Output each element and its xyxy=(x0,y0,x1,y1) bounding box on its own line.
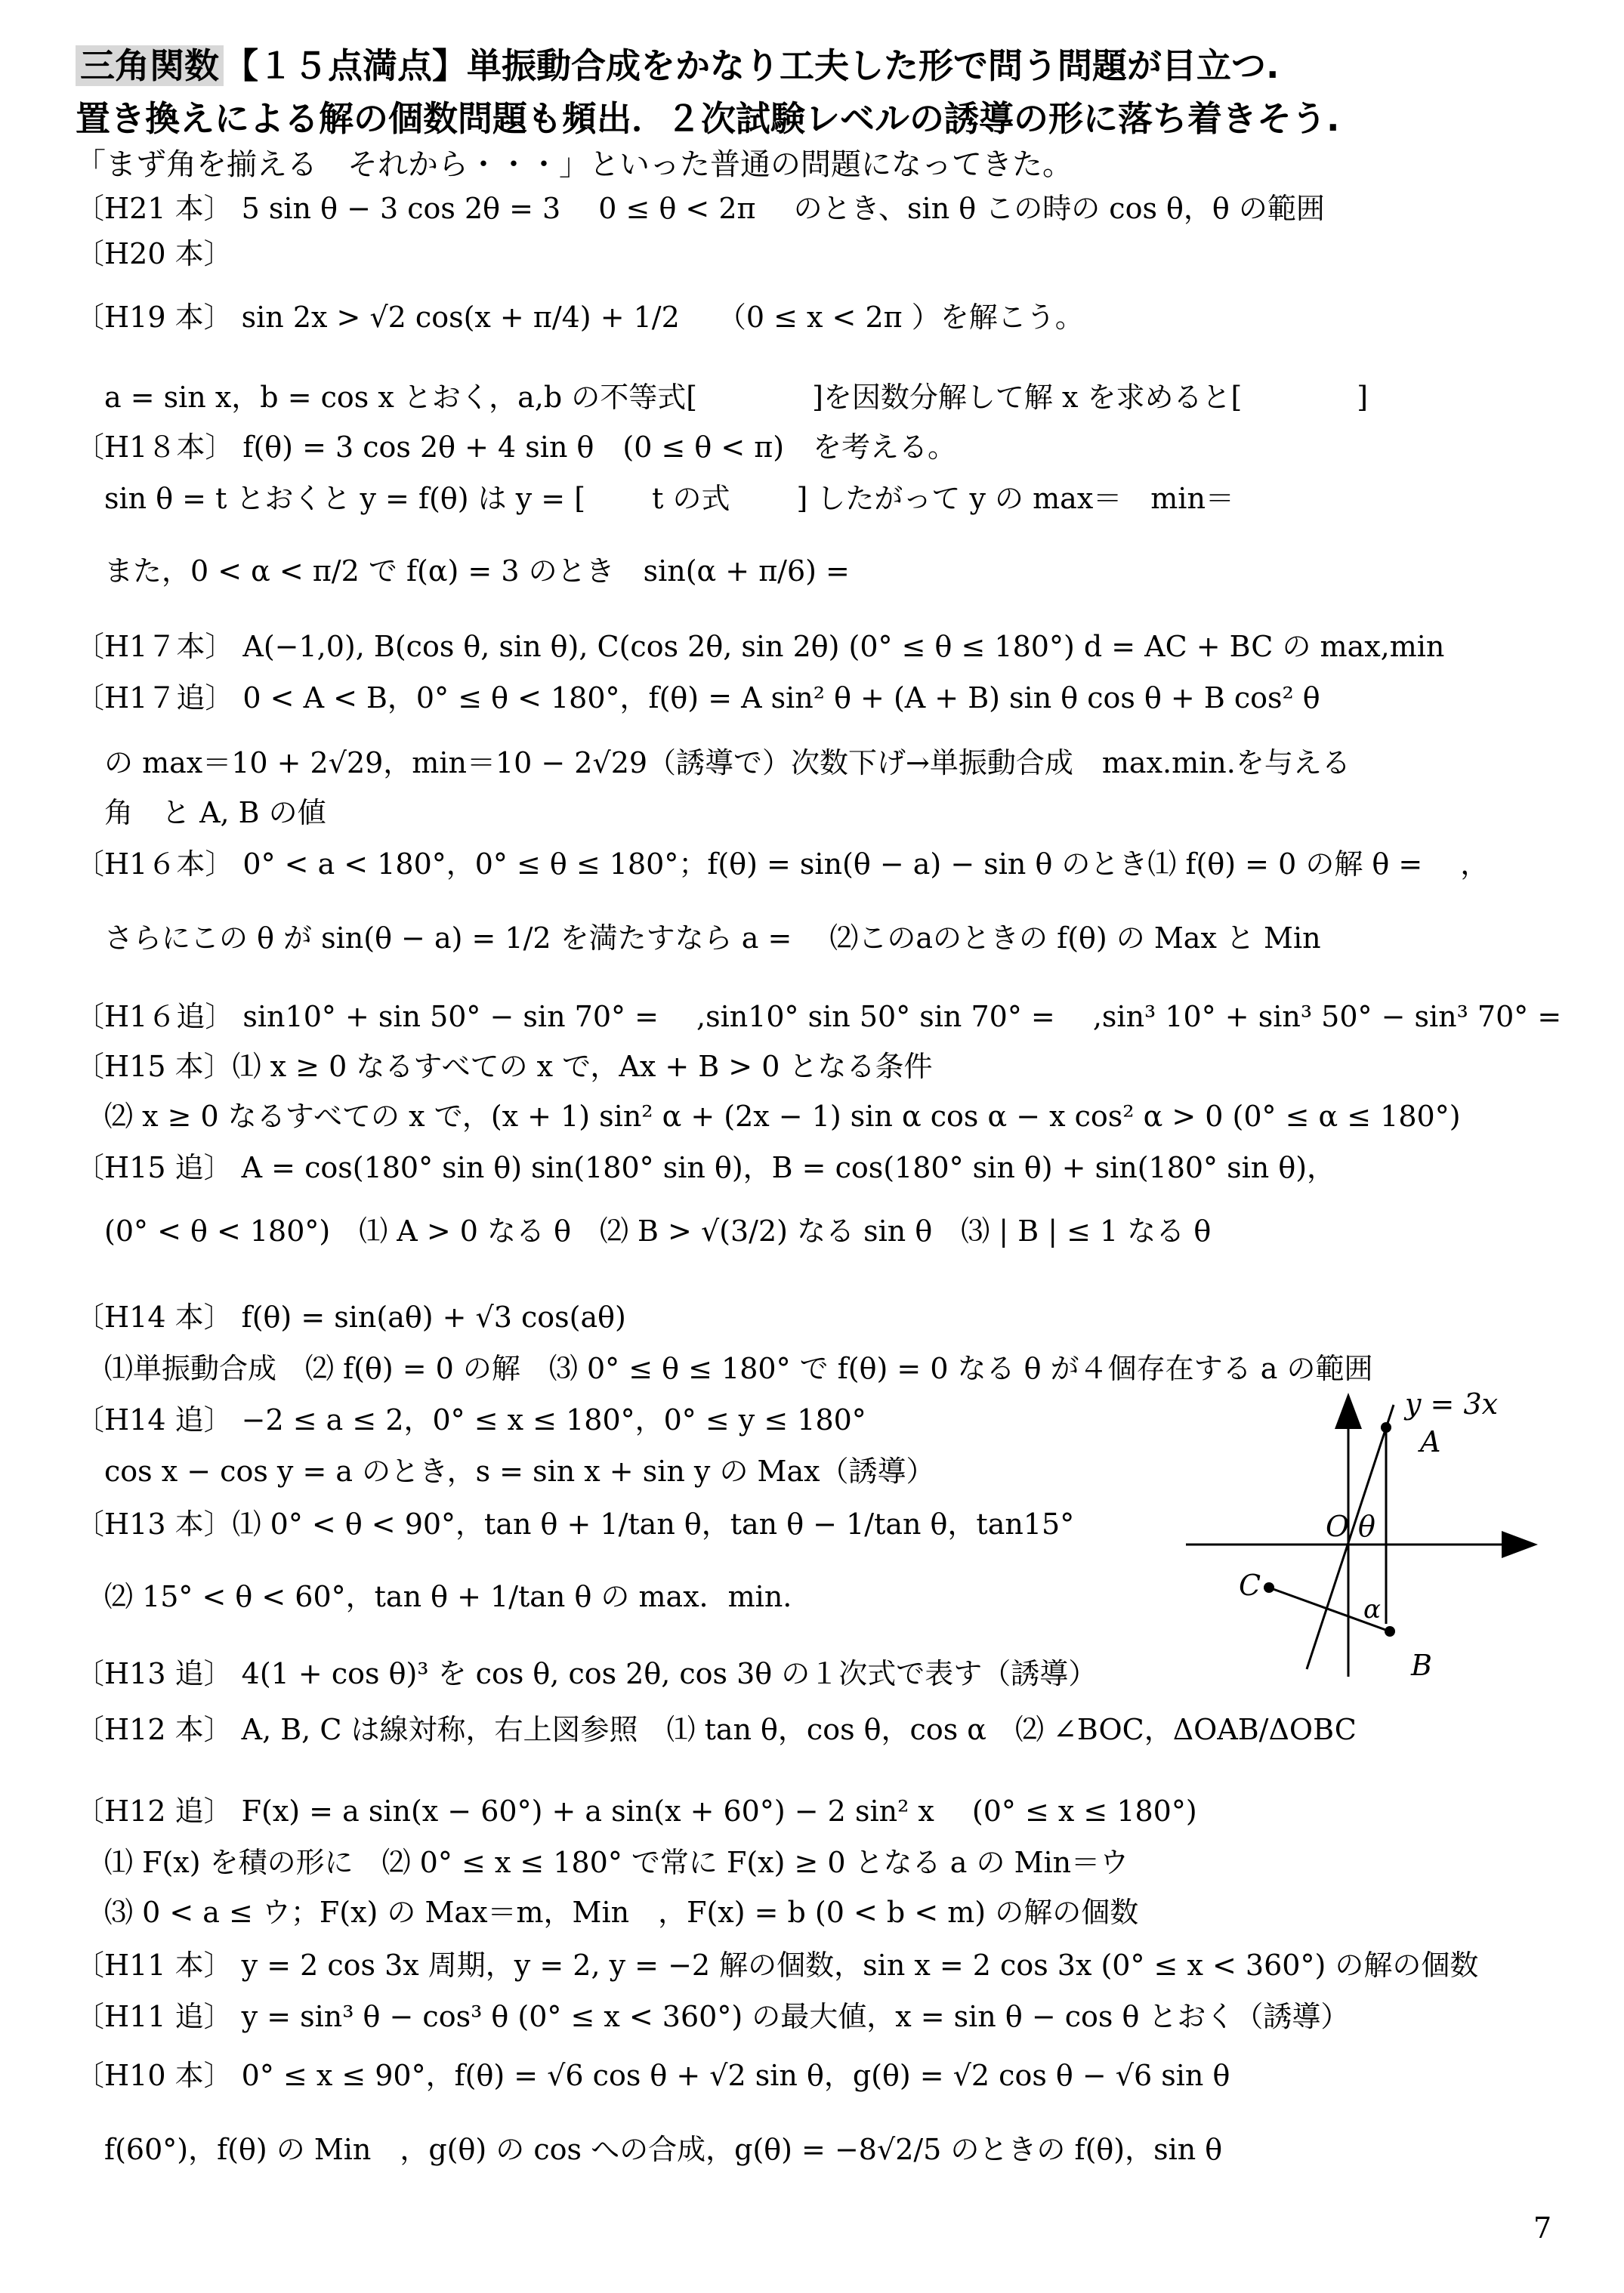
problem-h16-main: 〔H1６本〕 0° < a < 180°，0° ≤ θ ≤ 180°；f(θ) = sin(θ − a) − sin θ のとき⑴ f(θ) = 0 の解 θ = ， xyxy=(76,847,1490,881)
problem-h20-main: 〔H20 本〕 xyxy=(76,237,233,270)
header-line-3: 「まず角を揃える それから・・・」といった普通の問題になってきた。 xyxy=(76,147,1073,182)
problem-h17-extra: 〔H1７追〕 0 < A < B，0° ≤ θ < 180°，f(θ) = A sin² θ + (A + B) sin θ cos θ + B cos² θ xyxy=(76,681,1320,714)
problem-h12-extra-sub1: ⑴ F(x) を積の形に ⑵ 0° ≤ x ≤ 180° で常に F(x) ≥ 0 となる a の Min＝ウ xyxy=(76,1846,1129,1879)
label-alpha: α xyxy=(1363,1594,1381,1625)
problem-h10-sub: f(60°)，f(θ) の Min ，g(θ) の cos への合成，g(θ) = −8√2/5 のときの f(θ)，sin θ xyxy=(76,2133,1223,2166)
problem-h19-sub: a = sin x，b = cos x とおく，a,b の不等式[ ]を因数分解して解 x を求めると[ ] xyxy=(76,381,1369,414)
label-b: B xyxy=(1411,1649,1432,1682)
point-b xyxy=(1385,1626,1395,1637)
label-line: y = 3x xyxy=(1405,1387,1499,1421)
point-a xyxy=(1381,1422,1391,1433)
problem-h19-main: 〔H19 本〕 sin 2x > √2 cos(x + π/4) + 1/2 （0 ≤ x < 2π ）を解こう。 xyxy=(76,301,1084,334)
problem-h10-main: 〔H10 本〕 0° ≤ x ≤ 90°，f(θ) = √6 cos θ + √2 sin θ，g(θ) = √2 cos θ − √6 sin θ xyxy=(76,2059,1230,2092)
problem-h14-main: 〔H14 本〕 f(θ) = sin(aθ) + √3 cos(aθ) xyxy=(76,1301,626,1334)
problem-h13-sub: ⑵ 15° < θ < 60°，tan θ + 1/tan θ の max．min. xyxy=(76,1580,792,1613)
page-number: 7 xyxy=(1533,2211,1552,2245)
problem-h17-main: 〔H1７本〕 A(−1,0), B(cos θ, sin θ), C(cos 2θ, sin 2θ) (0° ≤ θ ≤ 180°) d = AC + BC の max,min xyxy=(76,630,1445,663)
topic-label: 三角関数 xyxy=(76,45,224,86)
problem-h18-sub1: sin θ = t とおくと y = f(θ) は y = [ t の式 ] したがって y の max＝ min＝ xyxy=(76,482,1234,515)
problem-h14-sub: ⑴単振動合成 ⑵ f(θ) = 0 の解 ⑶ 0° ≤ θ ≤ 180° で f(θ) = 0 なる θ が４個存在する a の範囲 xyxy=(76,1352,1373,1385)
header-line-1-text: 【１５点満点】単振動合成をかなり工夫した形で問う問題が目立つ. xyxy=(224,45,1280,86)
problem-h17-extra-sub2: 角 と A, B の値 xyxy=(76,796,326,829)
geometry-figure xyxy=(1163,1375,1556,1692)
problem-h15-sub: ⑵ x ≥ 0 なるすべての x で，(x + 1) sin² α + (2x − 1) sin α cos α − x cos² α > 0 (0° ≤ α ≤ 180°) xyxy=(76,1100,1461,1133)
problem-h13-main: 〔H13 本〕⑴ 0° < θ < 90°，tan θ + 1/tan θ，tan θ − 1/tan θ，tan15° xyxy=(76,1508,1075,1541)
problem-h12-extra-sub2: ⑶ 0 < a ≤ ウ；F(x) の Max＝m，Min ，F(x) = b (0 < b < m) の解の個数 xyxy=(76,1896,1139,1929)
problem-h18-main: 〔H1８本〕 f(θ) = 3 cos 2θ + 4 sin θ (0 ≤ θ < π) を考える。 xyxy=(76,431,957,464)
label-o: O xyxy=(1326,1510,1350,1543)
header-line-1 xyxy=(76,47,1279,85)
problem-h15-extra: 〔H15 追〕 A = cos(180° sin θ) sin(180° sin θ)，B = cos(180° sin θ) + sin(180° sin θ)， xyxy=(76,1151,1336,1184)
problem-h17-extra-sub1: の max＝10 + 2√29，min＝10 − 2√29（誘導で）次数下げ→単振動合成 max.min.を与える xyxy=(76,746,1351,779)
problem-h16-sub: さらにこの θ が sin(θ − a) = 1/2 を満たすなら a = ⑵このaのときの f(θ) の Max と Min xyxy=(76,921,1321,955)
problem-h14-extra-sub: cos x − cos y = a のとき，s = sin x + sin y の Max（誘導） xyxy=(76,1455,935,1488)
problem-h15-main: 〔H15 本〕⑴ x ≥ 0 なるすべての x で，Ax + B > 0 となる条件 xyxy=(76,1050,933,1083)
line-y-3x xyxy=(1307,1405,1394,1669)
problem-h14-extra: 〔H14 追〕 −2 ≤ a ≤ 2，0° ≤ x ≤ 180°，0° ≤ y ≤ 180° xyxy=(76,1403,866,1437)
label-a: A xyxy=(1420,1425,1441,1458)
problem-h12-main: 〔H12 本〕 A, B, C は線対称，右上図参照 ⑴ tan θ，cos θ，cos α ⑵ ∠BOC，ΔOAB/ΔOBC xyxy=(76,1713,1357,1746)
label-theta: θ xyxy=(1358,1510,1375,1543)
problem-h21-main: 〔H21 本〕 5 sin θ − 3 cos 2θ = 3 0 ≤ θ < 2π のとき、sin θ この時の cos θ，θ の範囲 xyxy=(76,192,1325,225)
problem-h18-sub2: また，0 < α < π/2 で f(α) = 3 のとき sin(α + π/6) = xyxy=(76,554,850,588)
problem-h16-extra: 〔H1６追〕 sin10° + sin 50° − sin 70° = ,sin10° sin 50° sin 70° = ,sin³ 10° + sin³ 50° − sin³ 70° = xyxy=(76,1000,1562,1033)
header-line-2: 置き換えによる解の個数問題も頻出．２次試験レベルの誘導の形に落ち着きそう. xyxy=(76,98,1340,139)
problem-h11-extra: 〔H11 追〕 y = sin³ θ − cos³ θ (0° ≤ x < 360°) の最大値，x = sin θ − cos θ とおく（誘導） xyxy=(76,2000,1350,2033)
problem-h15-extra-sub: (0° < θ < 180°) ⑴ A > 0 なる θ ⑵ B > √(3/2) なる sin θ ⑶ | B | ≤ 1 なる θ xyxy=(76,1214,1212,1248)
problem-h11-main: 〔H11 本〕 y = 2 cos 3x 周期，y = 2, y = −2 解の個数，sin x = 2 cos 3x (0° ≤ x < 360°) の解の個数 xyxy=(76,1949,1479,1982)
point-c xyxy=(1264,1582,1274,1593)
problem-h13-extra: 〔H13 追〕 4(1 + cos θ)³ を cos θ, cos 2θ, cos 3θ の１次式で表す（誘導） xyxy=(76,1657,1098,1690)
problem-h12-extra: 〔H12 追〕 F(x) = a sin(x − 60°) + a sin(x + 60°) − 2 sin² x (0° ≤ x ≤ 180°) xyxy=(76,1795,1197,1828)
label-c: C xyxy=(1239,1569,1261,1602)
